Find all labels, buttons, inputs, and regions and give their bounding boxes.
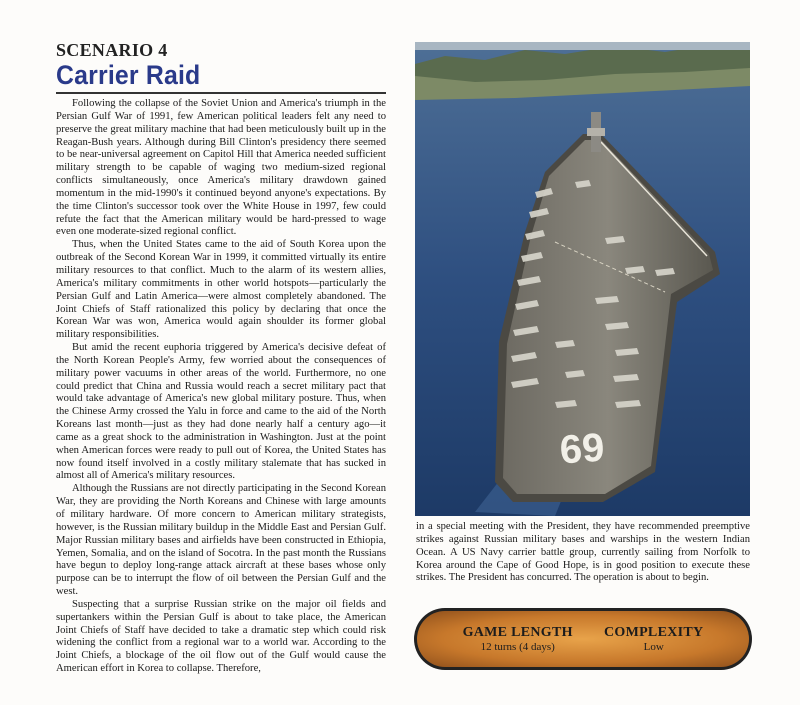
body-paragraph: Although the Russians are not directly participating in the Second Korean War, they are providing the North Koreans and Chinese with large amounts of military hardware. Of more concern to American military strategists, however, is the Russian military buildup in the Middle East and Persian Gulf. Major Russian military bases and airfields have been constructed in Ethiopia, Yemen, Somalia, and on the island of Socotra. In the past month the Russians have begun to deploy long-range attack aircraft at these bases whose only purpose can be to interrupt the flow of oil between the Persian Gulf and the west. <box>56 483 386 598</box>
complexity-block <box>604 625 703 653</box>
hull-number: 69 <box>558 425 606 473</box>
complexity-value: Low <box>643 641 664 653</box>
game-info-inner <box>417 611 749 667</box>
continuation-paragraph: in a special meeting with the President, they have recommended preemptive strikes against Russian military bases and warships in the western Indian Ocean. A US Navy carrier battle group, currently sailing from Norfolk to Korea around the Cape of Good Hope, is in good position to execute these strikes. The President has concurred. The operation is about to begin. <box>416 521 750 584</box>
body-paragraph: Suspecting that a surprise Russian strike on the major oil fields and supertankers within the Persian Gulf is about to take place, the American Joint Chiefs of Staff have decided to take a dramatic step which could risk widening the conflict from a regional war to a world war. According to the Joint Chiefs, a blockage of the oil flow out of the Gulf would cause the American effort in Korea to collapse. Therefore, <box>56 598 386 675</box>
game-info-panel <box>414 608 752 670</box>
body-paragraph: Following the collapse of the Soviet Union and America's triumph in the Persian Gulf War of 1991, few American political leaders felt any need to preserve the great military machine that had been meticulously built up in the Reagan-Bush years. Although during Bill Clinton's presidency there seemed to be near-universal agreement on Capitol Hill that America needed sufficient military strength to be capable of waging two medium-sized regional conflicts simultaneously, once America's military drawdown gained momentum in the mid-1990's it continued beyond anyone's expectations. By the time Clinton's successor took over the White House in 1997, few could refute the fact that the American military would be hard-pressed to wage even one moderate-sized regional conflict. <box>56 98 386 238</box>
aircraft-carrier-photo <box>415 42 750 516</box>
title-divider <box>56 92 386 94</box>
scenario-number: SCENARIO 4 <box>56 40 168 60</box>
game-length-label: GAME LENGTH <box>462 625 573 640</box>
left-column <box>56 40 386 676</box>
complexity-label: COMPLEXITY <box>603 625 704 640</box>
game-length-value: 12 turns (4 days) <box>480 641 555 653</box>
body-paragraph: But amid the recent euphoria triggered by America's decisive defeat of the North Korean People's Army, few worried about the consequences of military power vacuums in other areas of the world. Furthermore, no one could predict that China and Russia would reach a secret military pact that would take advantage of America's new global military posture. Thus, when the Chinese Army crossed the Yalu in force and came to the aid of the North Koreans last month—just as they had done nearly half a century ago—it came as a great shock to the administration in Washington. Just at the point when American forces were ready to pull out of Korea, the United States has now found itself involved in a costly military stalemate that has sucked in almost all of America's military resources. <box>56 342 386 482</box>
game-length-block <box>463 625 573 653</box>
scenario-title: Carrier Raid <box>56 60 201 90</box>
right-column-text <box>416 521 750 585</box>
body-paragraph: Thus, when the United States came to the aid of South Korea upon the outbreak of the Second Korean War in 1999, it committed virtually its entire military resources to that conflict. Much to the alarm of its western allies, America's military commitments in other world hotspots—particularly the Persian Gulf and Latin America—were almost completely abandoned. The Joint Chiefs of Staff rationalized this policy by declaring that once the Korean War was won, America would again shoulder its former global military responsibilities. <box>56 239 386 341</box>
